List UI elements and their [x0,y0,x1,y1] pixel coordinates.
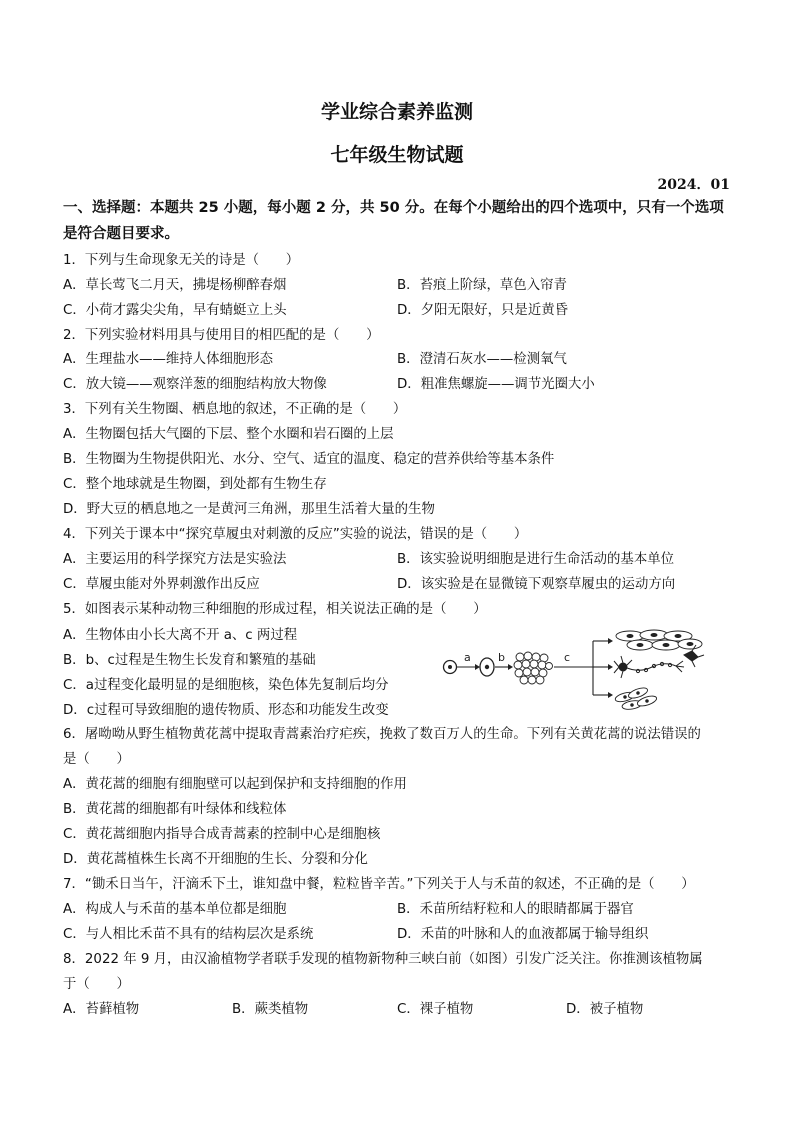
section-heading: 一、选择题：本题共 25 小题，每小题 2 分，共 50 分。在每个小题给出的四个选项中，只有一个选项是符合题目要求。 [63,200,724,242]
q2-option-d: D．粗准焦螺旋——调节光圈大小 [397,377,595,392]
q8-stem-line1: 8．2022 年 9 月，由汉渝植物学者联手发现的植物新物种三峡白前（如图）引发广泛关注。你推测该植物属 [63,952,703,967]
q4-option-a: A．主要运用的科学探究方法是实验法 [63,552,287,567]
cell-formation-figure [440,627,732,717]
q5-stem: 5．如图表示某种动物三种细胞的形成过程，相关说法正确的是（ ） [63,602,487,617]
q2-stem: 2．下列实验材料用具与使用目的相匹配的是（ ） [63,328,380,343]
q1-option-c: C．小荷才露尖尖角，早有蜻蜓立上头 [63,303,287,318]
q8-option-c: C．裸子植物 [397,1002,474,1017]
q8-option-b: B．蕨类植物 [232,1002,309,1017]
q2-option-c: C．放大镜——观察洋葱的细胞结构放大物像 [63,377,327,392]
q1-option-b: B．苔痕上阶绿，草色入帘青 [397,278,567,293]
q6-option-d: D．黄花蒿植株生长离不开细胞的生长、分裂和分化 [63,852,368,867]
q6-option-c: C．黄花蒿细胞内指导合成青蒿素的控制中心是细胞核 [63,827,381,842]
q7-option-d: D．禾苗的叶脉和人的血液都属于输导组织 [397,927,649,942]
q5-option-b: B．b、c过程是生物生长发育和繁殖的基础 [63,653,316,668]
grown-cell-icon [480,658,494,676]
q7-option-b: B．禾苗所结籽粒和人的眼睛都属于器官 [397,902,634,917]
muscle-cells-icon [614,686,657,711]
q1-stem: 1．下列与生命现象无关的诗是（ ） [63,253,300,268]
label-a: a [464,651,471,664]
q4-option-d: D．该实验是在显微镜下观察草履虫的运动方向 [397,577,676,592]
q7-stem: 7．“锄禾日当午，汗滴禾下土，谁知盘中餐，粒粒皆辛苦。”下列关于人与禾苗的叙述，不正确的是（ ） [63,877,695,892]
q3-option-b: B．生物圈为生物提供阳光、水分、空气、适宜的温度、稳定的营养供给等基本条件 [63,452,555,467]
q6-option-a: A．黄花蒿的细胞有细胞壁可以起到保护和支持细胞的作用 [63,777,407,792]
q6-stem-line1: 6．屠呦呦从野生植物黄花蒿中提取青蒿素治疗疟疾，挽救了数百万人的生命。下列有关黄花蒿的说法错误的 [63,727,701,742]
cell-cluster-icon [514,652,553,684]
exam-date: 2024．01 [657,177,730,193]
q3-stem: 3．下列有关生物圈、栖息地的叙述，不正确的是（ ） [63,402,407,417]
single-cell-icon [444,661,457,674]
q6-stem-line2: 是（ ） [63,752,130,767]
nerve-cells-icon [614,645,704,678]
q7-option-c: C．与人相比禾苗不具有的结构层次是系统 [63,927,314,942]
q2-option-b: B．澄清石灰水——检测氧气 [397,352,567,367]
q6-option-b: B．黄花蒿的细胞都有叶绿体和线粒体 [63,802,287,817]
label-c: c [564,651,571,664]
q4-option-b: B．该实验说明细胞是进行生命活动的基本单位 [397,552,674,567]
label-b: b [498,651,505,664]
q3-option-c: C．整个地球就是生物圈，到处都有生物生存 [63,477,327,492]
q4-stem: 4．下列关于课本中“探究草履虫对刺激的反应”实验的说法，错误的是（ ） [63,527,528,542]
q8-stem-line2: 于（ ） [63,977,130,992]
q5-option-a: A．生物体由小长大离不开 a、c 两过程 [63,628,298,643]
q5-option-c: C．a过程变化最明显的是细胞核，染色体先复制后均分 [63,678,389,693]
q8-option-a: A．苔藓植物 [63,1002,140,1017]
q3-option-d: D．野大豆的栖息地之一是黄河三角洲，那里生活着大量的生物 [63,502,435,517]
q1-option-d: D．夕阳无限好，只是近黄昏 [397,303,568,318]
q2-option-a: A．生理盐水——维持人体细胞形态 [63,352,274,367]
q3-option-a: A．生物圈包括大气圈的下层、整个水圈和岩石圈的上层 [63,427,394,442]
q8-option-d: D．被子植物 [566,1002,644,1017]
q4-option-c: C．草履虫能对外界刺激作出反应 [63,577,260,592]
exam-subtitle: 七年级生物试题 [330,144,464,166]
q1-option-a: A．草长莺飞二月天，拂堤杨柳醉春烟 [63,278,287,293]
epithelial-cells-icon [616,630,702,650]
q5-option-d: D．c过程可导致细胞的遗传物质、形态和功能发生改变 [63,703,389,718]
q7-option-a: A．构成人与禾苗的基本单位都是细胞 [63,902,287,917]
exam-title: 学业综合素养监测 [320,101,473,123]
